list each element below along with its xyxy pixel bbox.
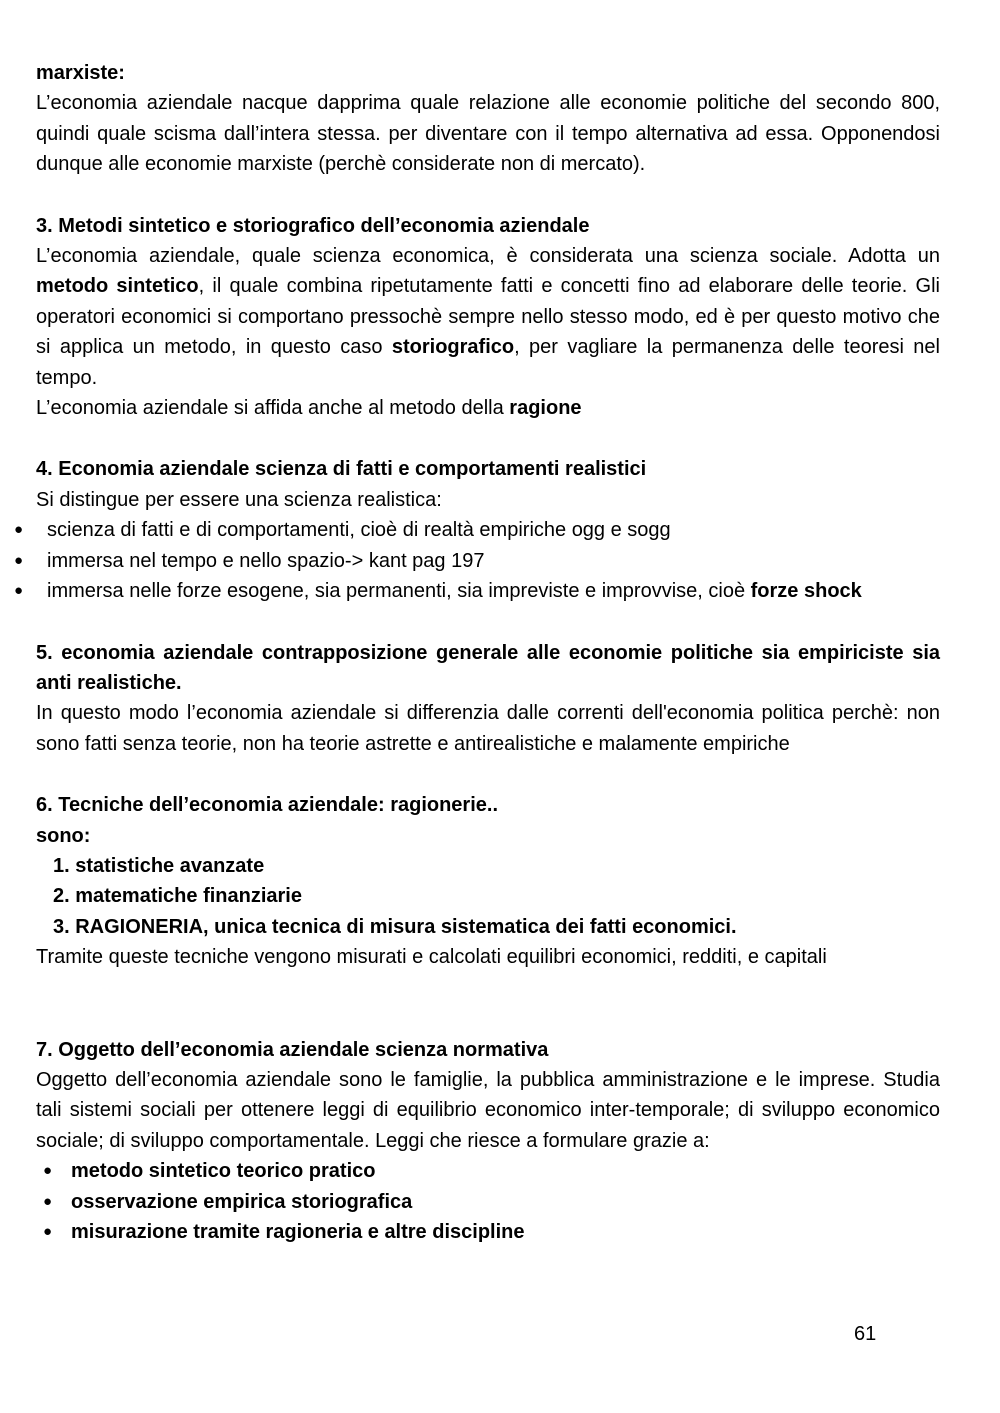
section-5-title: 5. economia aziendale contrapposizione generale alle economie politiche sia empiriciste sia anti realistiche.: [36, 641, 940, 694]
page-number: 61: [854, 1323, 877, 1345]
bold-term: storiografico: [391, 336, 515, 359]
bold-term: ragione: [509, 397, 582, 420]
text-run: , il quale combina ripetutamente fatti e concetti fino ad elaborare delle teorie. Gli operatori economici si comportano pressochè sempre nello stesso modo, ed è per questo motivo che si applica un metodo, in questo caso: [36, 275, 940, 359]
list-item: [36, 576, 940, 606]
text-run: L’economia aziendale si affida anche al metodo della: [36, 397, 510, 420]
section-5-paragraph: In questo modo l’economia aziendale si differenzia dalle correnti dell'economia politica perchè: non sono fatti senza teorie, non ha teorie astrette e antirealistiche e malamente empiriche: [36, 702, 940, 755]
list-item: ● metodo sintetico teorico pratico: [36, 1156, 940, 1186]
list-item: ● scienza di fatti e di comportamenti, cioè di realtà empiriche ogg e sogg: [36, 515, 940, 545]
list-item: ● misurazione tramite ragioneria e altre discipline: [36, 1217, 940, 1247]
section-7-title: 7. Oggetto dell’economia aziendale scienza normativa: [36, 1038, 549, 1061]
section-3-paragraph: [36, 241, 940, 393]
section-6-title: 6. Tecniche dell’economia aziendale: ragionerie..: [36, 794, 499, 817]
intro-heading: marxiste:: [36, 62, 125, 84]
intro-paragraph: L’economia aziendale nacque dapprima quale relazione alle economie politiche del secondo 800, quindi quale scisma dall’intera stessa. per diventare con il tempo alternativa ad essa. Opponendosi dunque alle economie marxiste (perchè considerate non di mercato).: [36, 92, 940, 176]
list-item: ● osservazione empirica storiografica: [36, 1187, 940, 1217]
text-run: immersa nelle forze esogene, sia permanenti, sia impreviste e improvvise, cioè: [47, 580, 751, 603]
list-item: 1. statistiche avanzate: [53, 854, 265, 877]
section-7-paragraph: Oggetto dell’economia aziendale sono le famiglie, la pubblica amministrazione e le imprese. Studia tali sistemi sociali per ottenere leggi di equilibrio economico inter-temporale; di sviluppo economico sociale; di sviluppo comportamentale. Leggi che riesce a formulare grazie a:: [36, 1068, 940, 1152]
page-content: [36, 58, 940, 1247]
list-item: 3. RAGIONERIA, unica tecnica di misura sistematica dei fatti economici.: [53, 915, 737, 938]
list-item: 2. matematiche finanziarie: [53, 885, 302, 908]
section-6-paragraph: Tramite queste tecniche vengono misurati e calcolati equilibri economici, redditi, e capitali: [36, 946, 827, 969]
section-6-subtitle: sono:: [36, 824, 91, 847]
section-4-list: [36, 515, 940, 606]
bold-term: forze shock: [750, 580, 862, 603]
section-4-intro: Si distingue per essere una scienza realistica:: [36, 488, 442, 511]
section-3-paragraph-2: [36, 393, 940, 423]
list-item: ● immersa nel tempo e nello spazio-> kant pag 197: [36, 546, 940, 576]
section-6-list: [36, 851, 940, 942]
section-7-list: [36, 1156, 940, 1247]
bold-term: metodo sintetico: [36, 275, 199, 298]
text-run: L’economia aziendale, quale scienza economica, è considerata una scienza sociale. Adotta un: [36, 245, 940, 268]
section-3-title: 3. Metodi sintetico e storiografico dell’economia aziendale: [36, 214, 590, 237]
section-4-title: 4. Economia aziendale scienza di fatti e comportamenti realistici: [36, 458, 647, 481]
text-run: , per vagliare la permanenza delle teoresi nel tempo.: [36, 336, 940, 389]
